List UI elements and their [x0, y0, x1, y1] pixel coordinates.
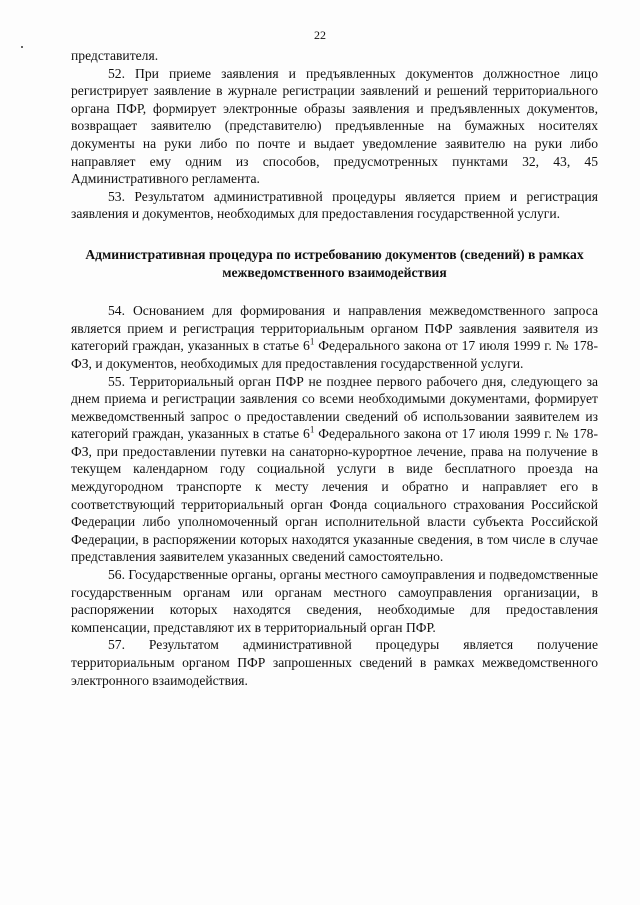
paragraph-54	[71, 302, 598, 372]
paragraph-54-superscript: 1	[309, 336, 315, 347]
paragraph-55-text-b: Федерального закона от 17 июля 1999 г. № 178-ФЗ, при предоставлении путевки на санаторно-курортное лечение, права на получение в текущем календарном году социальной услуги в виде бесплатного проезда на междугородном транспорте к месту лечения и обратно и направляет его в соответствующий территориальный орган Фонда социального страхования Российской Федерации либо уполномоченный орган исполнительной власти субъекта Российской Федерации, в распоряжении которых находятся указанные сведения, в том числе в случае представления заявителем указанных сведений самостоятельно.	[71, 426, 599, 565]
paragraph-53: 53. Результатом административной процедуры является прием и регистрация заявления и документов, необходимых для предоставления государственной услуги.	[71, 188, 598, 222]
paragraph-55-superscript: 1	[309, 424, 315, 435]
paragraph-continuation: представителя.	[71, 48, 159, 63]
document-body	[71, 47, 598, 689]
section-heading: Административная процедура по истребованию документов (сведений) в рамках межведомственного взаимодействия	[85, 246, 584, 280]
paragraph-57: 57. Результатом административной процедуры является получение территориальным органом ПФР запрошенных сведений в рамках межведомственного электронного взаимодействия.	[71, 637, 598, 688]
paragraph-54-text-a: 54. Основанием для формирования и направления межведомственного запроса является прием и регистрация территориальным органом ПФР заявления заявителя из категорий граждан, указанных в статье 6	[71, 303, 598, 354]
page-number: 22	[314, 28, 326, 42]
paragraph-56: 56. Государственные органы, органы местного самоуправления и подведомственные государственным органам или органам местного самоуправления организации, в распоряжении которых находятся сведения, необходимые для предоставления компенсации, представляют их в территориальный орган ПФР.	[71, 567, 598, 635]
paragraph-54-text-b: Федерального закона от 17 июля 1999 г. № 178-ФЗ, и документов, необходимых для предоставления государственной услуги.	[71, 338, 599, 371]
paragraph-55	[71, 373, 598, 567]
paragraph-52: 52. При приеме заявления и предъявленных документов должностное лицо регистрирует заявление в журнале регистрации заявлений и решений территориального органа ПФР, формирует электронные образы заявления и предъявленных документов, возвращает заявителю (представителю) предъявленные на бумажных носителях документы на руки либо по почте и выдает уведомление заявителю на руки либо направляет ему одним из способов, предусмотренных пунктами 32, 43, 45 Административного регламента.	[71, 65, 598, 187]
paragraph-55-text-a: 55. Территориальный орган ПФР не позднее первого рабочего дня, следующего за днем приема и регистрации заявления со всеми необходимыми документами, формирует межведомственный запрос о предоставлении сведений об использовании заявителем из категорий граждан, указанных в статье 6	[71, 373, 598, 442]
scan-speck	[21, 46, 23, 48]
